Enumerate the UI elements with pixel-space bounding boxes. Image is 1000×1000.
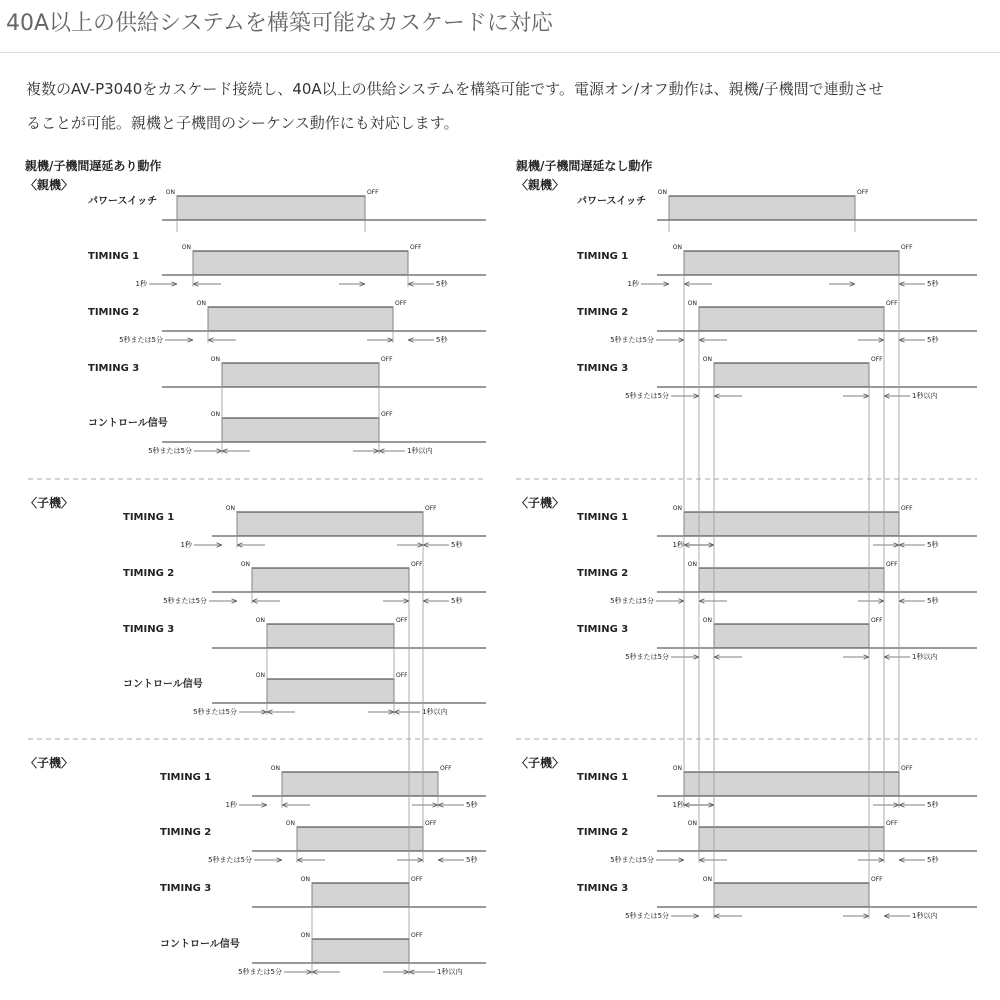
off-label: OFF <box>871 617 883 624</box>
on-delay-label: 5秒または5分 <box>119 336 163 344</box>
on-label: ON <box>225 505 235 512</box>
off-label: OFF <box>411 876 423 883</box>
signal-pulse <box>699 568 884 592</box>
unit-label: 〈子機〉 <box>516 496 565 510</box>
row-label: TIMING 3 <box>123 624 175 635</box>
row-label: TIMING 1 <box>160 772 212 783</box>
off-delay-label: 5秒 <box>436 280 448 288</box>
on-delay-label: 5秒または5分 <box>610 597 654 605</box>
row-label: パワースイッチ <box>577 196 647 207</box>
on-label: ON <box>165 189 175 196</box>
row-label: TIMING 1 <box>577 251 629 262</box>
signal-pulse <box>714 363 869 387</box>
on-label: ON <box>702 876 712 883</box>
on-label: ON <box>270 765 280 772</box>
off-label: OFF <box>886 300 898 307</box>
off-label: OFF <box>411 932 423 939</box>
row-label: TIMING 1 <box>577 772 629 783</box>
diagram-heading: 親機/子機間遅延あり動作 <box>25 159 162 173</box>
on-delay-label: 5秒または5分 <box>238 968 282 976</box>
off-delay-label: 5秒 <box>927 856 939 864</box>
off-delay-label: 5秒 <box>927 541 939 549</box>
signal-pulse <box>714 883 869 907</box>
on-label: ON <box>210 356 220 363</box>
off-delay-label: 1秒以内 <box>437 968 463 976</box>
on-label: ON <box>255 672 265 679</box>
signal-pulse <box>222 418 379 442</box>
on-delay-label: 5秒または5分 <box>193 708 237 716</box>
on-delay-label: 5秒または5分 <box>610 856 654 864</box>
on-delay-label: 5秒または5分 <box>163 597 207 605</box>
signal-pulse <box>684 772 899 796</box>
signal-pulse <box>267 679 394 703</box>
off-delay-label: 5秒 <box>927 280 939 288</box>
on-delay-label: 5秒または5分 <box>625 912 669 920</box>
off-delay-label: 5秒 <box>466 856 478 864</box>
off-delay-label: 1秒以内 <box>912 653 938 661</box>
signal-pulse <box>312 883 409 907</box>
off-delay-label: 5秒 <box>451 541 463 549</box>
off-label: OFF <box>901 505 913 512</box>
row-label: パワースイッチ <box>88 196 158 207</box>
off-delay-label: 5秒 <box>436 336 448 344</box>
off-label: OFF <box>367 189 379 196</box>
off-label: OFF <box>901 765 913 772</box>
off-label: OFF <box>871 876 883 883</box>
signal-pulse <box>312 939 409 963</box>
unit-label: 〈親機〉 <box>516 178 565 192</box>
description-line-1: 複数のAV-P3040をカスケード接続し、40A以上の供給システムを構築可能です。電源オン/オフ動作は、親機/子機間で連動させ <box>26 80 884 98</box>
off-label: OFF <box>395 300 407 307</box>
off-label: OFF <box>381 411 393 418</box>
on-label: ON <box>300 876 310 883</box>
row-label: TIMING 1 <box>577 512 629 523</box>
page-title: 40A以上の供給システムを構築可能なカスケードに対応 <box>6 11 553 36</box>
off-label: OFF <box>381 356 393 363</box>
signal-pulse <box>684 512 899 536</box>
row-label: TIMING 3 <box>88 363 140 374</box>
on-delay-label: 1秒 <box>180 541 192 549</box>
on-delay-label: 1秒 <box>135 280 147 288</box>
off-delay-label: 5秒 <box>466 801 478 809</box>
row-label: TIMING 3 <box>577 624 629 635</box>
on-label: ON <box>240 561 250 568</box>
signal-pulse <box>237 512 423 536</box>
on-label: ON <box>687 820 697 827</box>
off-label: OFF <box>440 765 452 772</box>
off-delay-label: 1秒以内 <box>407 447 433 455</box>
on-label: ON <box>181 244 191 251</box>
on-delay-label: 5秒または5分 <box>610 336 654 344</box>
on-delay-label: 1秒 <box>225 801 237 809</box>
off-label: OFF <box>857 189 869 196</box>
description-line-2: ることが可能。親機と子機間のシーケンス動作にも対応します。 <box>26 114 459 132</box>
off-delay-label: 1秒以内 <box>912 392 938 400</box>
row-label: TIMING 2 <box>577 568 629 579</box>
off-delay-label: 5秒 <box>927 597 939 605</box>
signal-pulse <box>282 772 438 796</box>
row-label: TIMING 1 <box>123 512 175 523</box>
row-label: TIMING 3 <box>577 363 629 374</box>
on-label: ON <box>702 617 712 624</box>
on-label: ON <box>210 411 220 418</box>
off-label: OFF <box>886 820 898 827</box>
row-label: TIMING 2 <box>123 568 175 579</box>
off-label: OFF <box>886 561 898 568</box>
unit-label: 〈子機〉 <box>516 756 565 770</box>
row-label: TIMING 1 <box>88 251 140 262</box>
on-label: ON <box>300 932 310 939</box>
off-label: OFF <box>410 244 422 251</box>
signal-pulse <box>193 251 408 275</box>
row-label: コントロール信号 <box>123 679 203 690</box>
signal-pulse <box>699 307 884 331</box>
on-delay-label: 5秒または5分 <box>625 392 669 400</box>
off-delay-label: 5秒 <box>451 597 463 605</box>
row-label: TIMING 3 <box>160 883 212 894</box>
on-delay-label: 5秒または5分 <box>148 447 192 455</box>
signal-pulse <box>699 827 884 851</box>
signal-pulse <box>177 196 365 220</box>
on-label: ON <box>687 300 697 307</box>
row-label: TIMING 2 <box>577 827 629 838</box>
on-delay-label: 1秒 <box>672 801 684 809</box>
off-delay-label: 5秒 <box>927 801 939 809</box>
off-delay-label: 1秒以内 <box>422 708 448 716</box>
row-label: TIMING 2 <box>88 307 140 318</box>
on-label: ON <box>687 561 697 568</box>
unit-label: 〈親機〉 <box>25 178 74 192</box>
on-label: ON <box>672 765 682 772</box>
off-label: OFF <box>425 820 437 827</box>
signal-pulse <box>252 568 409 592</box>
on-delay-label: 1秒 <box>672 541 684 549</box>
signal-pulse <box>267 624 394 648</box>
off-label: OFF <box>396 672 408 679</box>
on-delay-label: 5秒または5分 <box>625 653 669 661</box>
signal-pulse <box>714 624 869 648</box>
on-label: ON <box>255 617 265 624</box>
unit-label: 〈子機〉 <box>25 756 74 770</box>
row-label: コントロール信号 <box>88 418 168 429</box>
off-label: OFF <box>425 505 437 512</box>
unit-label: 〈子機〉 <box>25 496 74 510</box>
off-label: OFF <box>871 356 883 363</box>
on-label: ON <box>196 300 206 307</box>
off-label: OFF <box>411 561 423 568</box>
off-label: OFF <box>396 617 408 624</box>
signal-pulse <box>208 307 393 331</box>
off-delay-label: 1秒以内 <box>912 912 938 920</box>
on-delay-label: 5秒または5分 <box>208 856 252 864</box>
on-label: ON <box>672 505 682 512</box>
row-label: TIMING 3 <box>577 883 629 894</box>
signal-pulse <box>669 196 855 220</box>
off-delay-label: 5秒 <box>927 336 939 344</box>
signal-pulse <box>684 251 899 275</box>
row-label: TIMING 2 <box>577 307 629 318</box>
on-delay-label: 1秒 <box>627 280 639 288</box>
signal-pulse <box>222 363 379 387</box>
signal-pulse <box>297 827 423 851</box>
on-label: ON <box>285 820 295 827</box>
on-label: ON <box>702 356 712 363</box>
row-label: TIMING 2 <box>160 827 212 838</box>
on-label: ON <box>672 244 682 251</box>
row-label: コントロール信号 <box>160 939 240 950</box>
on-label: ON <box>657 189 667 196</box>
diagram-heading: 親機/子機間遅延なし動作 <box>516 159 653 173</box>
off-label: OFF <box>901 244 913 251</box>
